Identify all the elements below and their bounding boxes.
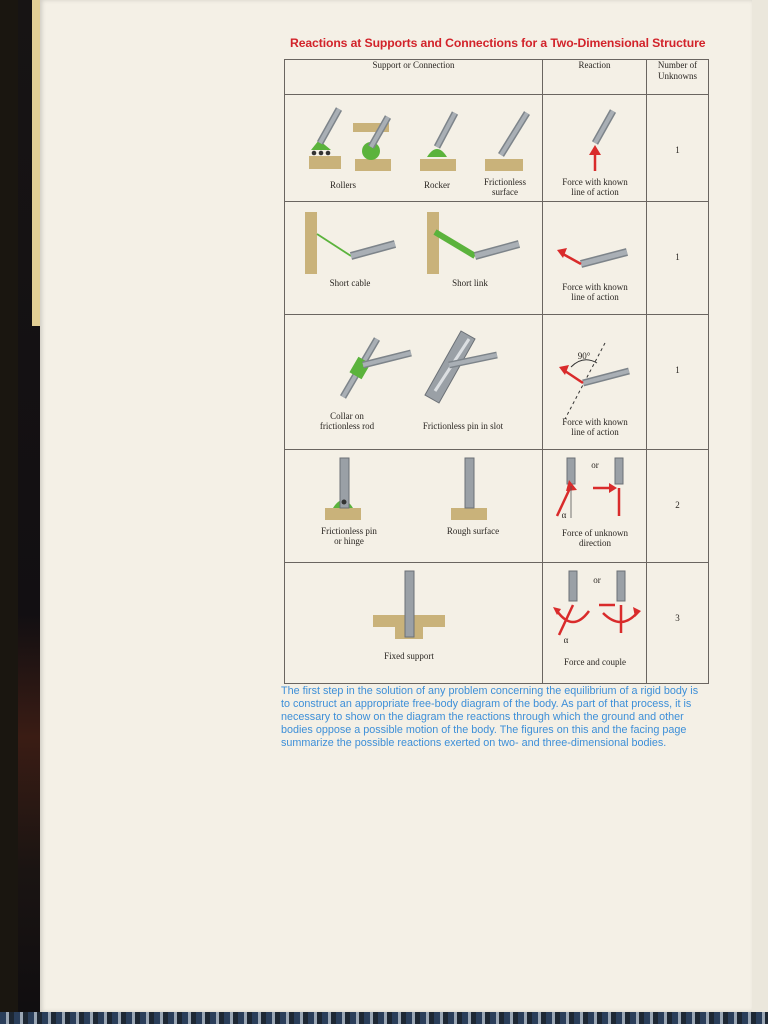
label-short-link: Short link [452, 278, 488, 288]
label-frictionless-surface [470, 177, 540, 197]
unknowns-count: 1 [647, 95, 709, 202]
reaction-label-line1: Force with known [562, 177, 628, 187]
alpha-label: α [561, 510, 567, 520]
header-support: Support or Connection [285, 60, 543, 95]
table-row [285, 202, 709, 315]
reaction-cell [543, 202, 647, 315]
support-cell [285, 202, 543, 315]
label-frictionless: Frictionless [484, 177, 526, 187]
cable-link-illustration [285, 202, 543, 314]
label-rough-surface: Rough surface [446, 526, 500, 536]
unknowns-count: 1 [647, 202, 709, 315]
label-frictionless-pin: Frictionless pin [321, 526, 377, 536]
reaction-cell [543, 315, 647, 450]
reaction-label-line2: direction [579, 538, 611, 548]
label-pin-hinge [305, 526, 393, 546]
header-reaction: Reaction [543, 60, 647, 95]
alpha-label: α [563, 635, 569, 645]
or-label: or [593, 575, 601, 585]
unknowns-count: 2 [647, 450, 709, 563]
table-header-row [285, 60, 709, 95]
unknowns-count: 3 [647, 563, 709, 684]
label-frictionless-rod: frictionless rod [319, 421, 375, 431]
reaction-cell [543, 95, 647, 202]
reaction-label-line2: line of action [571, 292, 619, 302]
angle-label: 90° [577, 351, 591, 361]
label-fixed-support: Fixed support [384, 651, 434, 661]
reaction-label [545, 417, 645, 437]
support-cell [285, 563, 543, 684]
label-short-cable: Short cable [329, 278, 371, 288]
label-rollers: Rollers [330, 180, 356, 190]
unknowns-count: 1 [647, 315, 709, 450]
label-collar [307, 411, 387, 431]
reaction-label-line1: Force of unknown [562, 528, 628, 538]
reaction-label: Force and couple [564, 657, 626, 667]
reactions-table [284, 59, 709, 684]
reaction-label-line1: Force with known [562, 282, 628, 292]
label-rocker: Rocker [424, 180, 450, 190]
page-title: Reactions at Supports and Connections for a Two-Dimensional Structure [290, 36, 706, 50]
reaction-cell [543, 563, 647, 684]
or-label: or [591, 460, 599, 470]
label-collar-on: Collar on [330, 411, 364, 421]
header-unknowns-line2: Unknowns [657, 71, 697, 81]
description-paragraph: The first step in the solution of any problem concerning the equilibrium of a rigid body is to construct an appropriate free-body diagram of the body. As part of that process, it is necessary to show on the diagram the reactions through which the ground and other bodies oppose a possible motion of the body. The figures on this and the facing page summarize the possible reactions exerted on two- and three-dimensional bodies. [281, 685, 699, 749]
support-cell [285, 315, 543, 450]
fixed-support-illustration [285, 563, 543, 683]
table-row [285, 315, 709, 450]
label-surface: surface [492, 187, 518, 197]
label-or-hinge: or hinge [334, 536, 364, 546]
left-binding-strip [0, 0, 18, 1024]
header-unknowns [647, 60, 709, 95]
reaction-label [545, 528, 645, 548]
reaction-label-line2: line of action [571, 187, 619, 197]
reaction-label-line2: line of action [571, 427, 619, 437]
support-cell [285, 95, 543, 202]
reaction-cell [543, 450, 647, 563]
reaction-label [545, 282, 645, 302]
bottom-image-strip [0, 1012, 768, 1024]
page-right-edge [752, 0, 768, 1024]
table-row [285, 563, 709, 684]
support-cell [285, 450, 543, 563]
table-row [285, 95, 709, 202]
reaction-label-line1: Force with known [562, 417, 628, 427]
table-row [285, 450, 709, 563]
label-pin-in-slot: Frictionless pin in slot [422, 421, 504, 431]
reaction-label [545, 177, 645, 197]
header-unknowns-line1: Number of [657, 60, 698, 70]
